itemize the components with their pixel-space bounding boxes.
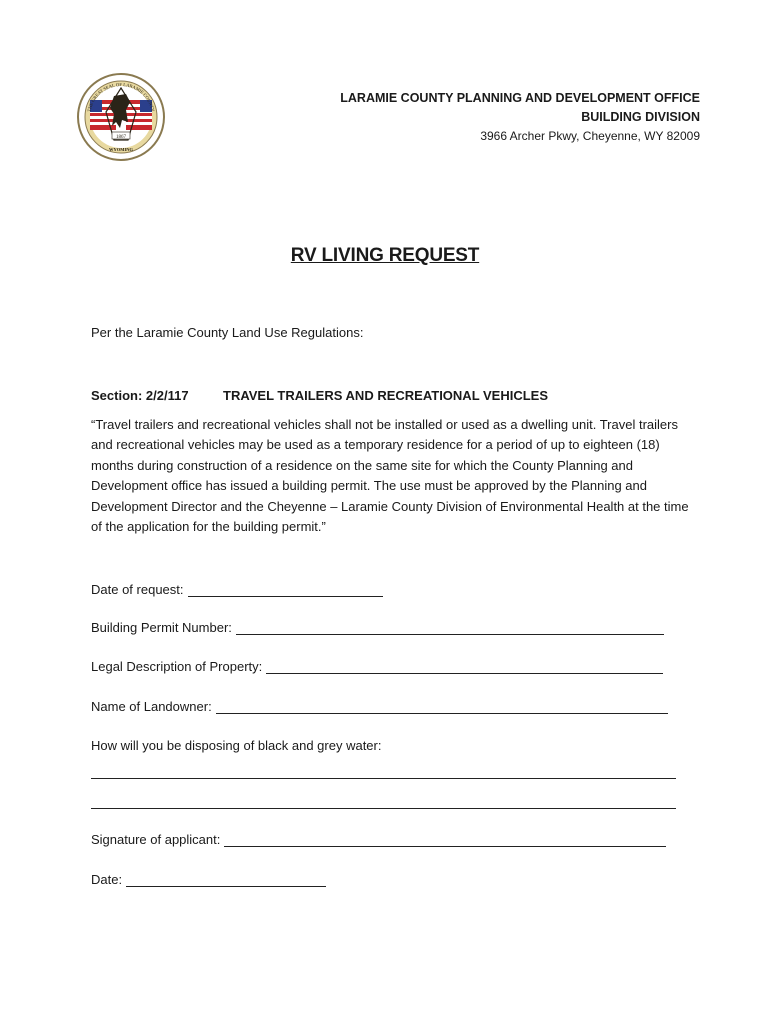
office-header <box>340 89 700 146</box>
page-title: RV LIVING REQUEST <box>290 245 480 266</box>
signature-field <box>91 832 666 847</box>
water-disposal-line-1[interactable] <box>91 778 676 779</box>
section-number: Section: 2/2/117 <box>91 388 189 403</box>
landowner-field <box>91 699 668 714</box>
date-field <box>91 872 326 887</box>
section-title: TRAVEL TRAILERS AND RECREATIONAL VEHICLES <box>223 388 549 403</box>
building-permit-label: Building Permit Number: <box>91 620 232 635</box>
legal-description-input[interactable] <box>266 659 663 674</box>
date-of-request-field <box>91 582 383 597</box>
signature-label: Signature of applicant: <box>91 832 221 847</box>
legal-description-label: Legal Description of Property: <box>91 659 263 674</box>
intro-text: Per the Laramie County Land Use Regulations: <box>91 325 364 340</box>
seal-year: 1867 <box>116 135 126 140</box>
landowner-input[interactable] <box>216 699 668 714</box>
landowner-label: Name of Landowner: <box>91 699 212 714</box>
regulation-quote: “Travel trailers and recreational vehicles shall not be installed or used as a dwelling unit. Travel trailers and recreational vehicles may be used as a temporary residence for a period of up to eighteen (18) months during construction of a residence on the same site for which the County Planning and Development office has issued a building permit. The use must be approved by the Planning and Development Director and the Cheyenne – Laramie County Division of Environmental Health at the time of the application for the building permit.” <box>91 417 689 535</box>
water-disposal-line-2[interactable] <box>91 808 676 809</box>
flag-right-icon <box>126 100 152 130</box>
office-name: LARAMIE COUNTY PLANNING AND DEVELOPMENT OFFICE <box>340 91 700 105</box>
date-of-request-input[interactable] <box>188 582 383 597</box>
date-label: Date: <box>91 872 123 887</box>
legal-description-field <box>91 659 663 674</box>
division-name: BUILDING DIVISION <box>581 110 700 124</box>
office-address: 3966 Archer Pkwy, Cheyenne, WY 82009 <box>480 129 700 143</box>
date-of-request-label: Date of request: <box>91 582 184 597</box>
water-disposal-field <box>91 738 381 753</box>
county-seal-logo <box>76 72 166 162</box>
signature-input[interactable] <box>224 832 666 847</box>
building-permit-field <box>91 620 664 635</box>
building-permit-input[interactable] <box>236 620 664 635</box>
seal-state: WYOMING <box>109 147 133 152</box>
date-input[interactable] <box>126 872 326 887</box>
seal-ring-text: THE GREAT SEAL OF LARAMIE COUNTY <box>86 81 156 113</box>
section-heading <box>91 388 549 403</box>
water-disposal-label: How will you be disposing of black and grey water: <box>91 738 382 753</box>
